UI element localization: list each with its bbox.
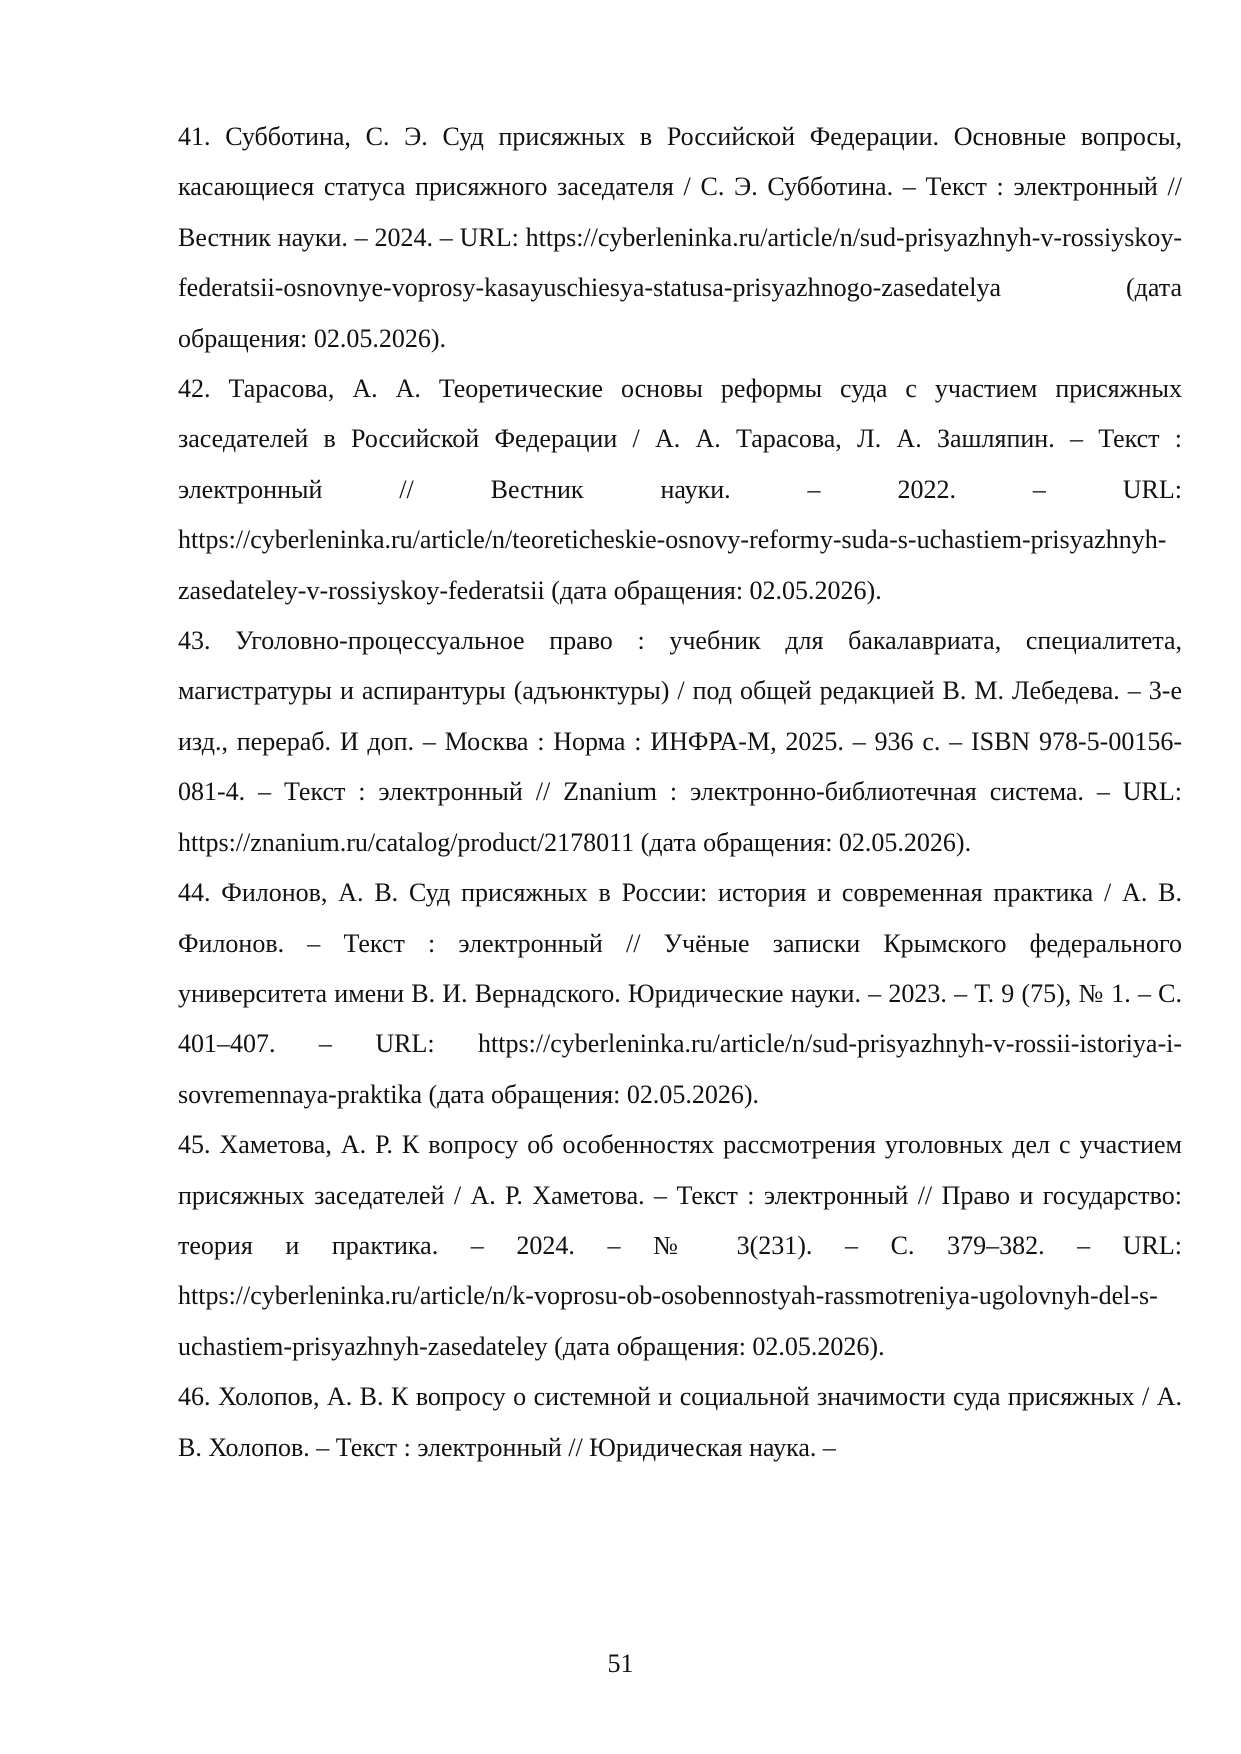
reference-45: 45. Хаметова, А. Р. К вопросу об особенностях рассмотрения уголовных дел с участием присяжных заседателей / А. Р. Хаметова. – Текст : электронный // Право и государство: теория и практика. – 2024. – № 3(231). – С. 379–382. – URL: https://cyberleninka.ru/article/n/k-voprosu-ob-osobennostyah-rassmotreniya-ugolovnyh-del-s-uchastiem-prisyazhnyh-zasedateley (дата обращения: 02.05.2026). (178, 1130, 1182, 1361)
reference-41: 41. Субботина, С. Э. Суд присяжных в Российской Федерации. Основные вопросы, касающиеся статуса присяжного заседателя / С. Э. Субботина. – Текст : электронный // Вестник науки. – 2024. – URL: https://cyberleninka.ru/article/n/sud-prisyazhnyh-v-rossiyskoy-federatsii-osnovnye-voprosy-kasayuschiesya-statusa-prisyazhnogo-zasedatelya (дата обращения: 02.05.2026). (178, 122, 1182, 353)
reference-46: 46. Холопов, А. В. К вопросу о системной и социальной значимости суда присяжных / А. В. Холопов. – Текст : электронный // Юридическая наука. – (178, 1382, 1182, 1462)
bibliography-list (178, 112, 1182, 1473)
reference-43: 43. Уголовно-процессуальное право : учебник для бакалавриата, специалитета, магистратуры и аспирантуры (адъюнктуры) / под общей редакцией В. М. Лебедева. – 3-е изд., перераб. И доп. – Москва : Норма : ИНФРА-М, 2025. – 936 с. – ISBN 978-5-00156-081-4. – Текст : электронный // Znanium : электронно-библиотечная система. – URL: https://znanium.ru/catalog/product/2178011 (дата обращения: 02.05.2026). (178, 626, 1182, 857)
page-number: 51 (607, 1649, 634, 1678)
reference-42: 42. Тарасова, А. А. Теоретические основы реформы суда с участием присяжных заседателей в Российской Федерации / А. А. Тарасова, Л. А. Зашляпин. – Текст : электронный // Вестник науки. – 2022. – URL: https://cyberleninka.ru/article/n/teoreticheskie-osnovy-reformy-suda-s-uchastiem-prisyazhnyh-zasedateley-v-rossiyskoy-federatsii (дата обращения: 02.05.2026). (178, 374, 1182, 605)
reference-44: 44. Филонов, А. В. Суд присяжных в России: история и современная практика / А. В. Филонов. – Текст : электронный // Учёные записки Крымского федерального университета имени В. И. Вернадского. Юридические науки. – 2023. – Т. 9 (75), № 1. – С. 401–407. – URL: https://cyberleninka.ru/article/n/sud-prisyazhnyh-v-rossii-istoriya-i-sovremennaya-praktika (дата обращения: 02.05.2026). (178, 878, 1182, 1109)
